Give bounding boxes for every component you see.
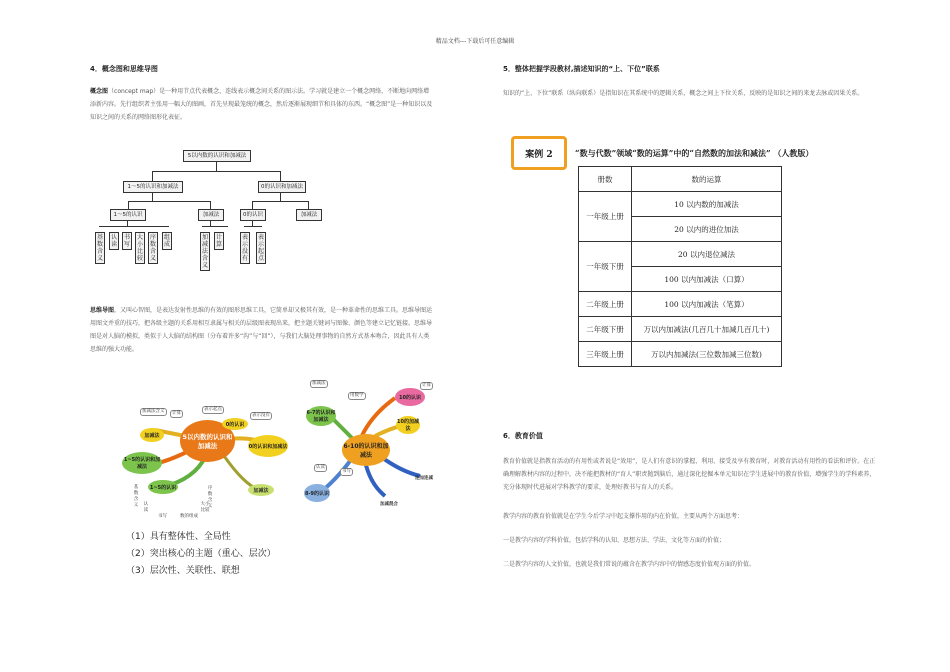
table-cell-grade: 三年级上册 [579, 342, 632, 367]
mind-map-1-leaf-read: 认读 [143, 502, 149, 513]
mind-map-1-leaf-cardinal: 基数含义 [133, 485, 139, 508]
mind-map-1-leaf-write: 书写 [158, 514, 167, 519]
table-row [579, 292, 782, 317]
mind-map-1-node-add-sub-2: 加减法 [248, 484, 274, 496]
tree-node-0: 0的认识和加减法 [258, 181, 306, 193]
mind-map-2-node-mixed: 加减混合 [380, 502, 398, 507]
tree-leaf-compose: 组成 [163, 234, 170, 248]
mind-map-1-leaf-compose: 数的组成 [180, 514, 198, 519]
table-cell-grade: 二年级上册 [579, 292, 632, 317]
mind-map-1-node-add-sub: 加减法 [140, 428, 164, 442]
point-2: （2）突出核心的主题（重心、层次） [126, 549, 276, 559]
mind-map-2-center: 6-10的认识和加减法 [342, 434, 390, 466]
tree-node-add-sub-a: 加减法 [198, 209, 224, 221]
tree-leaf-cardinal: 基数含义 [96, 234, 103, 262]
section-4-title: 4．概念图和思维导图 [90, 65, 158, 73]
mind-map-1 [110, 380, 300, 530]
table-row [579, 317, 782, 342]
mind-map-2-tag-add-sub: 加减法 [312, 381, 326, 386]
case-title: “数与代数”领域“数的运算”中的“自然数的加法和减法” （人教版） [575, 148, 814, 158]
tree-leaf-none: 表示没有 [241, 234, 248, 262]
tree-root: 5以内数的认识和加减法 [183, 150, 251, 162]
table-cell-grade: 二年级下册 [579, 317, 632, 342]
point-3: （3）层次性、关联性、联想 [126, 566, 240, 576]
mind-map-1-tag-none: 表示没有 [252, 413, 270, 418]
tree-leaf-compare: 大小比较 [136, 234, 143, 262]
table-header-row [579, 167, 782, 192]
tree-leaf-ordinal: 序数含义 [149, 234, 156, 262]
table-cell-op: 10 以内数的加减法 [632, 192, 782, 217]
table-cell-grade: 一年级下册 [579, 242, 632, 292]
mind-map-text: ，又叫心智图，是表达发射性思维的有效的图形思维工具，它简单却又极其有效，是一种革命性的思维工具。思维导图运用图文并重的技巧，把各级主题的关系用相互隶属与相关的层级图表现出来，把主题关键词与图像、颜色等建立记忆链接。思维导图是对人脑的模拟，类似于人大脑的结构图（分布着许多“沟”与“回”），与我们大脑处理事物的自然方式基本吻合，因此具有人类思维的强大功能。 [90, 307, 433, 353]
table-row [579, 242, 782, 267]
tree-leaf-write: 书写 [123, 234, 130, 248]
mind-map-2 [300, 376, 450, 516]
mind-map-2-node-chain: 连加连减 [415, 476, 433, 481]
table-cell-op: 万以内加减法(三位数加减三位数) [632, 342, 782, 367]
mind-map-1-node-1-5: 1~5的认识和加减法 [122, 452, 162, 474]
mind-map-1-center: 5以内数的认识和加减法 [180, 420, 235, 462]
case-label: 案例 2 [511, 136, 567, 170]
table-cell-grade: 一年级上册 [579, 192, 632, 242]
section-5-paragraph: 知识的“上、下位”联系（纵向联系）是指知识在其系统中的逻辑关系，概念之间上下位关系，反映的是知识之间的来龙去脉或因果关系。 [503, 90, 864, 97]
mind-map-2-tag-use: 用数学 [350, 393, 364, 398]
table-row [579, 192, 782, 217]
mind-map-2-node-10-add: 10的加减法 [396, 416, 420, 434]
section-6-paragraph-2: 教学内容的教育价值就是在学生今后学习中起支撑作用的内在价值，主要从两个方面思考： [503, 513, 744, 520]
tree-leaf-calc: 计算 [215, 234, 222, 248]
mind-map-1-node-recognize: 1~5的认识 [148, 480, 178, 494]
tree-node-0-recognize: 0的认识 [240, 209, 266, 221]
table-header-ops: 数的运算 [632, 167, 782, 192]
tree-leaf-meaning: 加减法含义 [201, 234, 208, 269]
table-cell-op: 100 以内加减法（口算） [632, 267, 782, 292]
section-6-paragraph-4: 二是教学内容的人文价值，也就是我们常说的蕴含在教学内容中的情感态度价值观方面的价值。 [503, 561, 756, 568]
mind-map-2-node-8-9: 8-9的认识 [304, 484, 330, 502]
mind-map-1-node-0-recognize: 0的认识 [222, 418, 248, 430]
mind-map-2-tag-calc: 计算 [422, 383, 431, 388]
mind-map-1-node-0: 0的认识和加减法 [248, 435, 288, 457]
mind-map-1-tag-start: 表示起点 [204, 407, 222, 412]
tree-leaf-read: 认读 [110, 234, 117, 248]
mind-map-1-tag-meaning: 加减法含义 [142, 409, 165, 414]
mind-map-term: 思维导图 [90, 307, 115, 314]
table-row [579, 342, 782, 367]
table-header-grade: 册数 [579, 167, 632, 192]
mind-map-2-tag-read: 认读 [316, 465, 325, 470]
section-6-title: 6．教育价值 [503, 432, 543, 440]
mind-map-1-leaf-ordinal: 序数含义 [207, 486, 213, 509]
tree-node-1-5-recognize: 1～5的认识 [110, 209, 146, 221]
table-cell-op: 100 以内加减法（笔算） [632, 292, 782, 317]
table-cell-op: 万以内加减法(几百几十加减几百几十) [632, 317, 782, 342]
tree-node-1-5: 1～5的认识和加减法 [123, 181, 183, 193]
tree-node-add-sub-b: 加减法 [296, 209, 322, 221]
concept-map-paragraph [90, 85, 435, 124]
concept-map-term: 概念图 [90, 88, 109, 95]
page-header: 精品文档---下载后可任意编辑 [435, 38, 515, 45]
mind-map-paragraph [90, 304, 435, 356]
section-6-paragraph-1: 教育价值就是指教育活动的有用性或者说是“效用”，是人们有意识的掌握、利用、接受及享有教育时，对教育活动有用性的看法和评价。在正确理解教材内容的过程中，决不能把教材的“育人”职责抛到脑后，通过深化挖掘本单元知识在学生进展中的教育价值，增强学生的学科素养，充分体现时代进展对学科教学的要求，处理好教书与育人的关系。 [503, 458, 876, 491]
concept-map-text: （concept map）是一种用节点代表概念，连线表示概念间关系的图示法。学习就是建立一个概念网络，不断地向网络增添新内容。先行组织者主张用一幅大的图画，首先呈现最笼统的概念，然后逐渐展现细节和具体的东西。“概念图”是一种知识以及知识之间的关系的网络图形化表征。 [90, 88, 433, 121]
tree-leaf-start: 表示起点 [257, 234, 264, 262]
mind-map-1-tag-calc: 计算 [172, 411, 181, 416]
mind-map-2-tag-write: 书写 [342, 469, 351, 474]
mind-map-1-leaf-compare: 大小比较 [200, 502, 210, 513]
section-6-paragraph-3: 一是教学内容的学科价值，包括学科的认知、思想方法、学法、文化等方面的价值； [503, 537, 726, 544]
table-cell-op: 20 以内的进位加法 [632, 217, 782, 242]
mind-map-2-node-10: 10的认识 [395, 388, 425, 406]
mind-map-2-node-6-7: 6-7的认识和加减法 [306, 406, 336, 426]
point-1: （1）具有整体性、全局性 [126, 532, 231, 542]
operations-table [578, 166, 782, 367]
table-cell-op: 20 以内退位减法 [632, 242, 782, 267]
section-5-title: 5．整体把握学段教材,描述知识的“上、下位”联系 [503, 65, 660, 73]
